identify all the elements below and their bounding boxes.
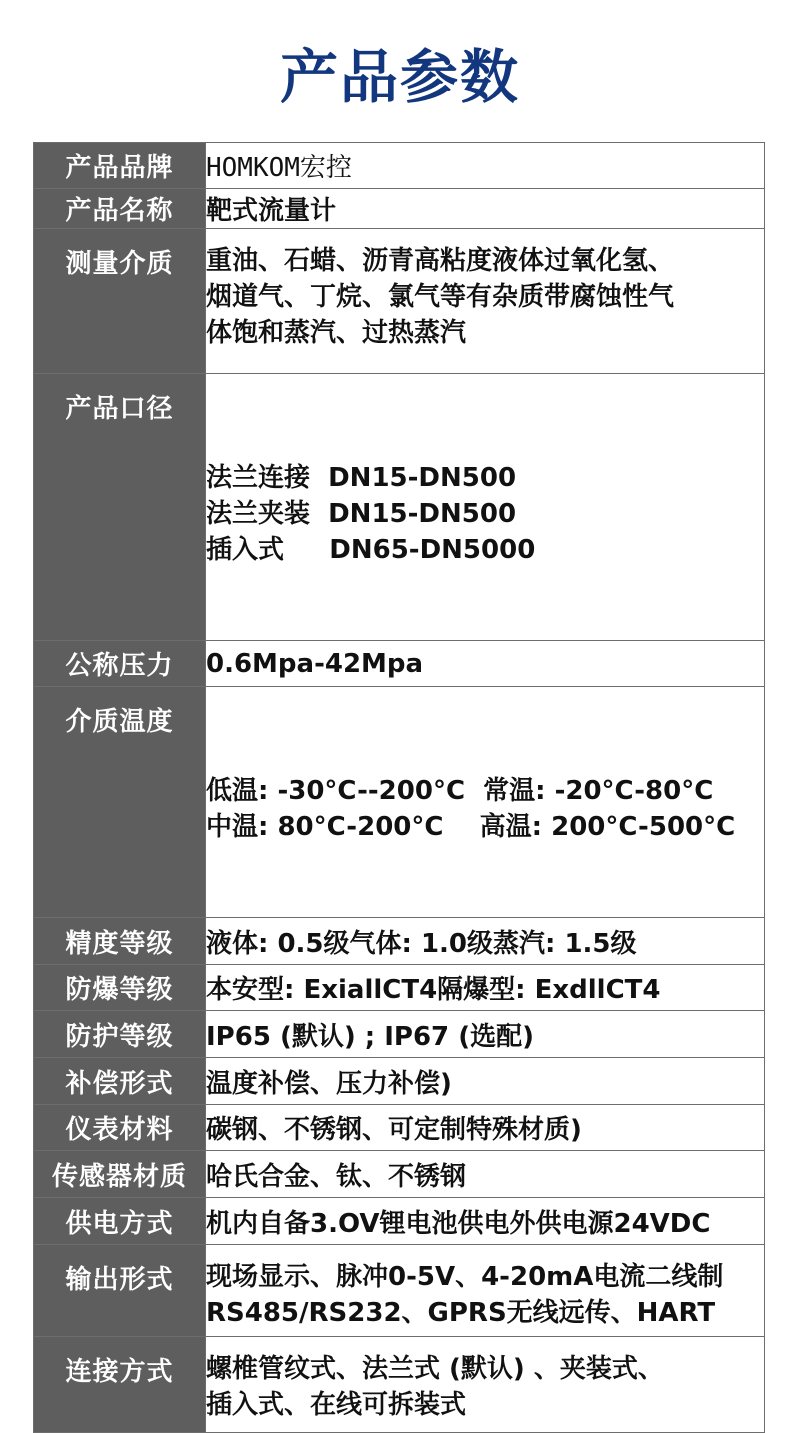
- value-line: 螺椎管纹式、法兰式 (默认) 、夹装式、: [206, 1354, 664, 1384]
- value-line: 靶式流量计: [206, 196, 337, 226]
- row-label: 供电方式: [34, 1198, 206, 1245]
- row-value: [206, 1058, 765, 1105]
- value-line: 烟道气、丁烷、氯气等有杂质带腐蚀性气: [206, 282, 675, 312]
- table-row: [34, 687, 765, 918]
- table-row: [34, 641, 765, 687]
- value-line: 体饱和蒸汽、过热蒸汽: [206, 318, 467, 348]
- row-label: 测量介质: [34, 229, 206, 374]
- row-value: [206, 1011, 765, 1058]
- table-row: [34, 1105, 765, 1151]
- row-label: 传感器材质: [34, 1151, 206, 1198]
- row-value: [206, 687, 765, 918]
- row-value: [206, 1337, 765, 1433]
- row-value: [206, 189, 765, 229]
- value-line: 碳钢、不锈钢、可定制特殊材质): [206, 1115, 582, 1145]
- value-line: 插入式 DN65-DN5000: [206, 535, 536, 565]
- table-row: [34, 1198, 765, 1245]
- table-row: [34, 1337, 765, 1433]
- value-line: 法兰夹装 DN15-DN500: [206, 499, 517, 529]
- row-value: [206, 918, 765, 965]
- row-value: [206, 229, 765, 374]
- row-label: 连接方式: [34, 1337, 206, 1433]
- table-row: [34, 965, 765, 1011]
- value-line: 插入式、在线可拆装式: [206, 1390, 467, 1420]
- row-label: 产品品牌: [34, 143, 206, 189]
- row-value: [206, 374, 765, 641]
- row-label: 输出形式: [34, 1245, 206, 1337]
- row-label: 介质温度: [34, 687, 206, 918]
- table-row: [34, 1245, 765, 1337]
- table-row: [34, 1058, 765, 1105]
- table-row: [34, 918, 765, 965]
- row-value: [206, 1198, 765, 1245]
- row-label: 补偿形式: [34, 1058, 206, 1105]
- value-line: 重油、石蜡、沥青高粘度液体过氧化氢、: [206, 246, 675, 276]
- table-row: [34, 143, 765, 189]
- row-value: [206, 641, 765, 687]
- table-row: [34, 1151, 765, 1198]
- value-line: RS485/RS232、GPRS无线远传、HART: [206, 1298, 716, 1328]
- row-label: 产品口径: [34, 374, 206, 641]
- value-line: 法兰连接 DN15-DN500: [206, 463, 517, 493]
- row-value: [206, 143, 765, 189]
- row-value: [206, 1105, 765, 1151]
- row-label: 仪表材料: [34, 1105, 206, 1151]
- value-line: 温度补偿、压力补偿): [206, 1068, 452, 1099]
- value-line: 本安型: ExiallCT4隔爆型: ExdllCT4: [206, 975, 661, 1005]
- value-line: 0.6Mpa-42Mpa: [206, 648, 424, 679]
- value-line: 液体: 0.5级气体: 1.0级蒸汽: 1.5级: [206, 928, 637, 959]
- value-line: HOMKOM宏控: [206, 153, 352, 183]
- spec-table: [33, 142, 765, 1433]
- page-title: 产品参数: [279, 43, 520, 111]
- row-value: [206, 1151, 765, 1198]
- value-line: 低温: -30°C--200°C 常温: -20°C-80°C: [206, 776, 714, 806]
- row-label: 防护等级: [34, 1011, 206, 1058]
- value-line: 机内自备3.OV锂电池供电外供电源24VDC: [206, 1208, 711, 1239]
- value-line: 中温: 80°C-200°C 高温: 200°C-500°C: [206, 812, 736, 842]
- row-label: 防爆等级: [34, 965, 206, 1011]
- row-label: 公称压力: [34, 641, 206, 687]
- value-line: 哈氏合金、钛、不锈钢: [206, 1161, 467, 1192]
- row-value: [206, 965, 765, 1011]
- value-line: 现场显示、脉冲0-5V、4-20mA电流二线制: [206, 1262, 724, 1292]
- table-row: [34, 374, 765, 641]
- row-label: 产品名称: [34, 189, 206, 229]
- table-row: [34, 229, 765, 374]
- row-value: [206, 1245, 765, 1337]
- table-row: [34, 1011, 765, 1058]
- row-label: 精度等级: [34, 918, 206, 965]
- value-line: IP65 (默认) ; IP67 (选配): [206, 1021, 534, 1052]
- table-row: [34, 189, 765, 229]
